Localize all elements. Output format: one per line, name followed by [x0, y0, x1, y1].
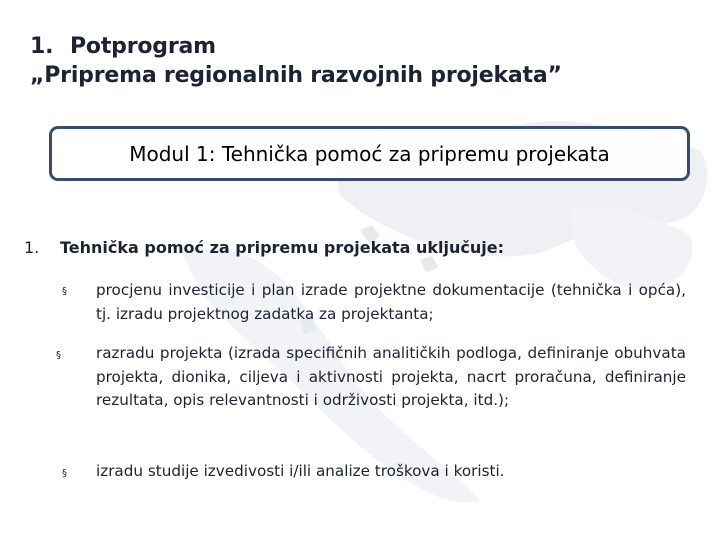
module-label: Modul 1: Tehnička pomoć za pripremu projekata	[129, 141, 610, 166]
list-item-2: razradu projekta (izrada specifičnih analitičkih podloga, definiranje obuhvata projekta, dionika, ciljeva i aktivnosti projekta, nacrt proračuna, definiranje rezultata, opis relevantnosti i održivosti projekta, itd.);	[96, 344, 686, 409]
module-banner	[49, 126, 690, 181]
list-heading	[24, 238, 504, 257]
bullet-icon: §	[56, 350, 61, 361]
title-subprogram: Potprogram	[70, 34, 216, 59]
page-title	[30, 32, 562, 90]
title-line-1	[30, 32, 562, 61]
list-item-3: izradu studije izvedivosti i/ili analize troškova i koristi.	[96, 462, 505, 480]
title-number: 1.	[30, 34, 54, 59]
list-item-1: procjenu investicije i plan izrade projektne dokumentacije (tehnička i opća), tj. izradu projektnog zadatka za projektanta;	[96, 281, 686, 323]
bullet-icon: §	[62, 286, 67, 297]
list-heading-number: 1.	[24, 238, 40, 257]
title-line-2: „Priprema regionalnih razvojnih projekata”	[30, 63, 562, 88]
list-heading-text: Tehnička pomoć za pripremu projekata uključuje:	[60, 238, 505, 257]
bullet-icon: §	[62, 468, 67, 479]
